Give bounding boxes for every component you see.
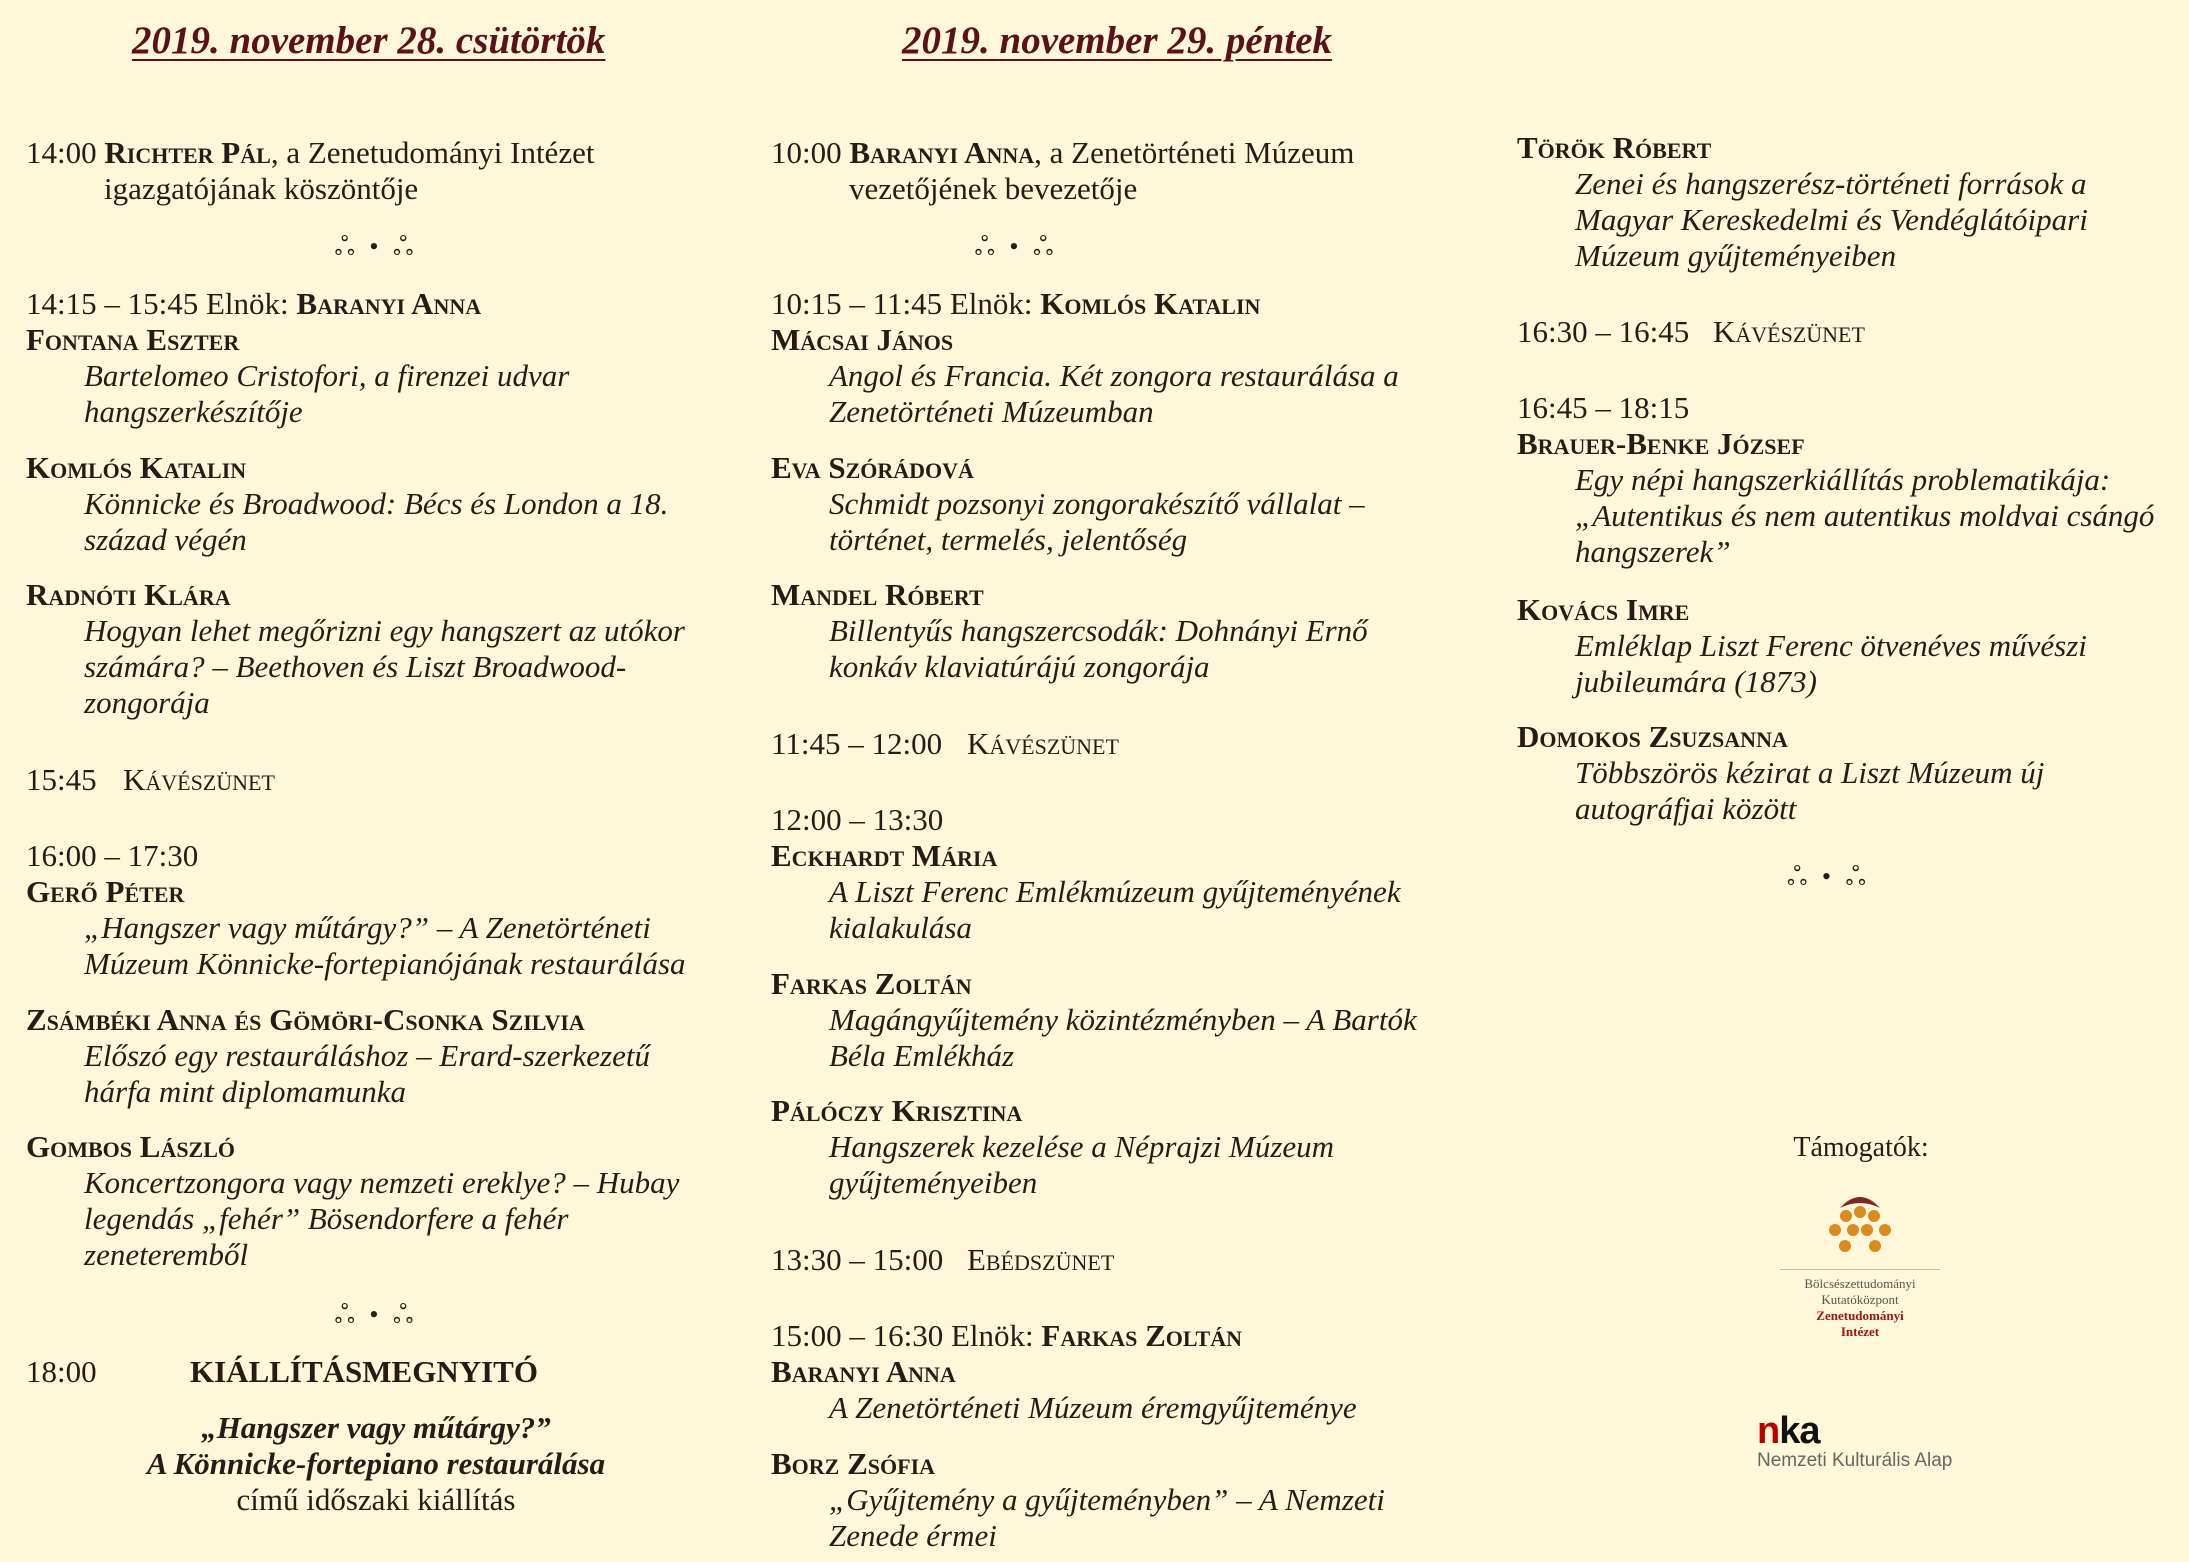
talk-block (771, 966, 1417, 1074)
nka-logo (1757, 1412, 1997, 1472)
exhibition-title: „Hangszer vagy műtárgy?” (201, 1410, 551, 1445)
speaker: Radnóti Klára (26, 577, 231, 612)
chair-name: Komlós Katalin (1040, 286, 1261, 321)
talk-title: „Autentikus és nem autentikus moldvai csángó (1575, 498, 2155, 533)
break-label: Kávészünet (967, 726, 1119, 761)
exhibition-subtitle: című időszaki kiállítás (236, 1482, 516, 1517)
speaker: Pálóczy Krisztina (771, 1093, 1023, 1128)
opening-text: , a Zenetörténeti Múzeum (1034, 135, 1355, 170)
opening-block (771, 135, 1354, 207)
talk-title: Múzeum gyűjteményeiben (1575, 238, 1897, 273)
break-block (1517, 314, 1865, 350)
speaker: Kovács Imre (1517, 592, 1690, 627)
chair-name: Baranyi Anna (296, 286, 482, 321)
talk-title: hangszerkészítője (84, 394, 303, 429)
talk-title: A Zenetörténeti Múzeum éremgyűjteménye (829, 1390, 1357, 1425)
session-block (771, 286, 1399, 430)
talk-title: Zenetörténeti Múzeumban (829, 394, 1154, 429)
speaker: Mácsai János (771, 322, 954, 357)
speaker: Domokos Zsuzsanna (1517, 719, 1788, 754)
talk-title: számára? – Beethoven és Liszt Broadwood- (84, 649, 627, 684)
btk-tree-icon (1815, 1190, 1905, 1256)
break-block (771, 726, 1119, 762)
nka-name: Nemzeti Kulturális Alap (1757, 1450, 1953, 1471)
talk-title: Hogyan lehet megőrizni egy hangszert az utókor (84, 613, 685, 648)
ornament-icon: ஃ • ஃ (1787, 862, 1870, 891)
break-time: 16:30 – 16:45 (1517, 314, 1690, 349)
talk-title: konkáv klaviatúrájú zongorája (829, 649, 1210, 684)
talk-title: történet, termelés, jelentőség (829, 522, 1188, 557)
speaker: Török Róbert (1517, 130, 1712, 165)
lunch-block (771, 1242, 1114, 1278)
talk-title: „Gyűjtemény a gyűjteményben” – A Nemzeti (829, 1482, 1385, 1517)
break-time: 11:45 – 12:00 (771, 726, 943, 761)
btk-logo (1780, 1190, 1940, 1340)
talk-block (771, 450, 1365, 558)
speaker: Mandel Róbert (771, 577, 984, 612)
talk-title: autográfjai között (1575, 791, 1797, 826)
session-time: 16:00 – 17:30 (26, 838, 199, 873)
talk-title: Hangszerek kezelése a Néprajzi Múzeum (829, 1129, 1335, 1164)
sponsors-label: Támogatók: (1793, 1132, 1929, 1163)
speaker: Zsámbéki Anna és Gömöri-Csonka Szilvia (26, 1002, 585, 1037)
session-time: 14:15 – 15:45 Elnök: (26, 286, 297, 321)
speaker: Eva Szórádová (771, 450, 974, 485)
break-block (26, 762, 275, 798)
session-block (1517, 390, 2154, 570)
lunch-time: 13:30 – 15:00 (771, 1242, 944, 1277)
talk-title: század végén (84, 522, 247, 557)
opening-text: vezetőjének bevezetője (849, 171, 1138, 206)
talk-title: Zenede érmei (829, 1518, 997, 1553)
day1-header: 2019. november 28. csütörtök (132, 19, 606, 62)
session-time: 16:45 – 18:15 (1517, 390, 1690, 425)
talk-block (26, 450, 668, 558)
talk-title: Billentyűs hangszercsodák: Dohnányi Ernő (829, 613, 1368, 648)
speaker: Farkas Zoltán (771, 966, 972, 1001)
speaker: Fontana Eszter (26, 322, 240, 357)
day2-header: 2019. november 29. péntek (902, 19, 1333, 62)
session-time: 12:00 – 13:30 (771, 802, 944, 837)
talk-title: „Hangszer vagy műtárgy?” – A Zenetörténeti (84, 910, 651, 945)
break-label: Kávészünet (1713, 314, 1865, 349)
break-label: Kávészünet (123, 762, 275, 797)
talk-title: Koncertzongora vagy nemzeti ereklye? – Hubay (84, 1165, 680, 1200)
talk-title: Könnicke és Broadwood: Bécs és London a 18. (84, 486, 669, 521)
opening-text: , a Zenetudományi Intézet (270, 135, 595, 170)
talk-title: kialakulása (829, 910, 972, 945)
opening-block (26, 135, 594, 207)
talk-title: Többszörös kézirat a Liszt Múzeum új (1575, 755, 2045, 790)
talk-title: Magyar Kereskedelmi és Vendéglátóipari (1575, 202, 2088, 237)
opening-text: igazgatójának köszöntője (104, 171, 419, 206)
talk-block (771, 577, 1368, 685)
session-block (26, 286, 569, 430)
session-time: 15:00 – 16:30 Elnök: (771, 1318, 1042, 1353)
talk-title: jubileumára (1873) (1575, 664, 1817, 699)
speaker: Gerő Péter (26, 874, 185, 909)
btk-institute: Intézet (1840, 1324, 1880, 1339)
talk-title: hangszerek” (1575, 534, 1731, 569)
btk-name: Bölcsészettudományi (1804, 1276, 1916, 1291)
talk-title: Zenei és hangszerész-történeti források a (1575, 166, 2087, 201)
talk-title: Múzeum Könnicke-fortepianójának restaurálása (84, 946, 686, 981)
ornament-icon: ஃ • ஃ (334, 1300, 418, 1329)
speaker: Komlós Katalin (26, 450, 247, 485)
talk-block (771, 1446, 1385, 1554)
speaker: Eckhardt Mária (771, 838, 998, 873)
talk-title: A Liszt Ferenc Emlékmúzeum gyűjteményének (829, 874, 1401, 909)
talk-title: Magángyűjtemény közintézményben – A Bartók (829, 1002, 1417, 1037)
speaker: Richter Pál (104, 135, 271, 170)
btk-institute: Zenetudományi (1816, 1308, 1904, 1323)
break-time: 15:45 (26, 762, 97, 797)
talk-title: Schmidt pozsonyi zongorakészítő vállalat – (829, 486, 1365, 521)
talk-block (771, 1093, 1334, 1201)
session-block (771, 802, 1401, 946)
talk-title: Angol és Francia. Két zongora restaurálása a (829, 358, 1399, 393)
lunch-label: Ebédszünet (967, 1242, 1115, 1277)
talk-title: hárfa mint diplomamunka (84, 1074, 407, 1109)
talk-title: Egy népi hangszerkiállítás problematikája: (1575, 462, 2111, 497)
speaker: Borz Zsófia (771, 1446, 936, 1481)
time: 14:00 (26, 135, 97, 170)
speaker: Baranyi Anna (771, 1354, 956, 1389)
session-block (26, 838, 686, 982)
talk-title: Bartelomeo Cristofori, a firenzei udvar (84, 358, 570, 393)
talk-block (1517, 130, 2088, 274)
speaker: Brauer-Benke József (1517, 426, 1805, 461)
time: 10:00 (771, 135, 842, 170)
talk-block (26, 577, 685, 721)
session-block (771, 1318, 1357, 1426)
exhibition-title: A Könnicke-fortepiano restaurálása (146, 1446, 606, 1481)
talk-block (26, 1129, 679, 1273)
speaker: Baranyi Anna (849, 135, 1035, 170)
exhibition-time: 18:00 (26, 1354, 97, 1389)
nka-logo-letters: ka (1779, 1410, 1820, 1452)
talk-block (1517, 719, 2044, 827)
talk-block (26, 1002, 650, 1110)
speaker: Gombos László (26, 1129, 236, 1164)
talk-title: zeneteremből (84, 1237, 249, 1272)
ornament-icon: ஃ • ஃ (974, 232, 1058, 261)
nka-logo-icon (1757, 1412, 1997, 1450)
talk-title: Emléklap Liszt Ferenc ötvenéves művészi (1575, 628, 2087, 663)
btk-name: Kutatóközpont (1821, 1292, 1899, 1307)
nka-logo-letter: n (1757, 1410, 1780, 1452)
chair-name: Farkas Zoltán (1041, 1318, 1242, 1353)
ornament-icon: ஃ • ஃ (334, 232, 418, 261)
talk-title: zongorája (84, 685, 210, 720)
talk-title: legendás „fehér” Bösendorfere a fehér (84, 1201, 569, 1236)
talk-title: Béla Emlékház (829, 1038, 1015, 1073)
talk-block (1517, 592, 2087, 700)
talk-title: gyűjteményeiben (829, 1165, 1038, 1200)
talk-title: Előszó egy restauráláshoz – Erard-szerkezetű (84, 1038, 650, 1073)
session-time: 10:15 – 11:45 Elnök: (771, 286, 1041, 321)
exhibition-block (26, 1354, 726, 1518)
exhibition-label: KIÁLLÍTÁSMEGNYITÓ (190, 1354, 538, 1389)
